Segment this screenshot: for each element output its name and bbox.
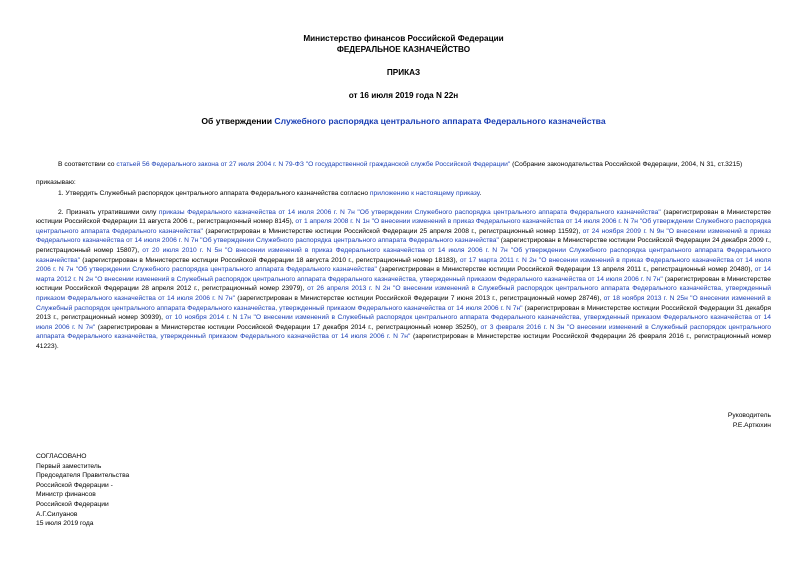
amendment-link[interactable]: от 1 апреля 2008 г. N 1н "О внесении изменений в приказ Федерального казначейства от 14 июля 2006 г. N 7н "Об утверждении Служебного распорядка центрального аппарата Федерального казначейства" (36, 218, 772, 235)
amendment-link[interactable]: от 20 июля 2010 г. N 5н "О внесении изменений в приказ Федерального казначейства от 14 июля 2006 г. N 7н "Об утверждении Служебного распорядка центрального аппарата Федерального казначейства" (36, 246, 771, 264)
item-1-text: 1. Утвердить Служебный распорядок центрального аппарата Федерального казначейства согласно (58, 189, 370, 197)
signature-block (728, 411, 771, 430)
agreed-line: Российской Федерации - (36, 481, 113, 489)
item-1-text: . (479, 189, 482, 197)
item-2-text: (зарегистрирован в Министерстве юстиции Российской Федерации 17 декабря 2014 г., регистрационный номер 35250), (95, 323, 481, 331)
agreed-line: Российской Федерации (36, 500, 109, 508)
subject-prefix: Об утверждении (201, 116, 275, 127)
preamble-text: В соответствии со (58, 160, 117, 168)
ministry-name: Министерство финансов Российской Федерации (303, 34, 504, 43)
agreed-line: Министр финансов (36, 491, 96, 499)
agreed-line: А.Г.Силуанов (36, 510, 78, 518)
amendment-link[interactable]: от 26 апреля 2013 г. N 2н "О внесении изменений в Служебный распорядок центрального аппарата Федерального казначейства, утвержденный приказом Федерального казначейства от 14 июля 2006 г. N 7н" (36, 285, 771, 302)
item-2-text: (зарегистрирован в Министерстве юстиции Российской Федерации 24 декабря 2009 г., регистрационный номер 15807), (36, 237, 772, 254)
item-1-paragraph (36, 189, 771, 199)
signatory-name: Р.Е.Артюхин (732, 421, 771, 429)
agreed-line: Председателя Правительства (36, 472, 130, 480)
repealed-orders-link[interactable]: приказы Федерального казначейства от 14 июля 2006 г. N 7н "Об утверждении Служебного распорядка центрального аппарата Федерального казначейства" (158, 208, 661, 216)
amendment-link[interactable]: от 24 ноября 2009 г. N 9н "О внесении изменений в приказ Федерального казначейства от 14 июля 2006 г. N 7н "Об утверждении Служебного распорядка центрального аппарата Федерального казначейства" (36, 227, 771, 245)
law-link[interactable]: статьей 56 Федерального закона от 27 июля 2004 г. N 79-ФЗ "О государственной гражданской службе Российской Федерации" (116, 160, 511, 168)
item-2-text: (зарегистрирован в Министерстве юстиции Российской Федерации 13 апреля 2011 г., регистрационный номер 20480), (376, 266, 755, 274)
item-2-paragraph (36, 208, 771, 352)
agency-name: ФЕДЕРАЛЬНОЕ КАЗНАЧЕЙСТВО (336, 44, 471, 54)
order-title: ПРИКАЗ (386, 68, 421, 77)
item-2-text: (зарегистрирован в Министерстве юстиции Российской Федерации 18 августа 2010 г., регистрационный номер 18183), (79, 256, 460, 264)
agreed-block (36, 452, 129, 529)
signatory-position: Руководитель (727, 412, 771, 419)
agreed-title: СОГЛАСОВАНО (36, 453, 87, 460)
order-subject (36, 117, 771, 127)
appendix-link[interactable]: приложению к настоящему приказу (369, 189, 480, 197)
item-2-text: (зарегистрирован в Министерстве юстиции Российской Федерации 26 февраля 2016 г., регистрационный номер 41223). (36, 333, 772, 350)
item-2-text: (зарегистрирован в Министерстве юстиции Российской Федерации 28 апреля 2012 г., регистрационный номер 23979), (36, 275, 771, 293)
order-date: от 16 июля 2019 года N 22н (348, 90, 459, 100)
item-2-text: 2. Признать утратившими силу (58, 208, 159, 216)
orders-word: приказываю: (36, 179, 76, 187)
item-2-text: (зарегистрирован в Министерстве юстиции Российской Федерации 11 августа 2006 г., регистрационный номер 8145), (36, 208, 771, 226)
amendment-link[interactable]: от 10 ноября 2014 г. N 17н "О внесении изменений в Служебный распорядок центрального аппарата Федерального казначейства, утвержденный приказом Федерального казначейства от 14 июля 2006 г. N 7н" (36, 314, 771, 331)
agreed-line: 15 июля 2019 года (36, 520, 94, 528)
item-2-text: (зарегистрирован в Министерстве юстиции Российской Федерации 25 апреля 2008 г., регистрационный номер 11592), (202, 227, 583, 235)
preamble-text: (Собрание законодательства Российской Федерации, 2004, N 31, ст.3215) (510, 160, 743, 168)
subject-link[interactable]: Служебного распорядка центрального аппарата Федерального казначейства (274, 116, 606, 127)
item-2-text: (зарегистрирован в Министерстве юстиции Российской Федерации 7 июня 2013 г., регистрационный номер 28746), (234, 294, 604, 302)
amendment-link[interactable]: от 17 марта 2011 г. N 2н "О внесении изменений в приказ Федерального казначейства от 14 июля 2006 г. N 7н "Об утверждении Служебного распорядка центрального аппарата Федерального казначейства" (36, 256, 771, 274)
document-header (36, 34, 771, 55)
preamble-paragraph (36, 160, 771, 170)
amendment-link[interactable]: от 14 марта 2012 г. N 2н "О внесении изменений в Служебный распорядок центрального аппарата Федерального казначейства, утвержденный приказом Федерального казначейства от 14 июля 2006 г. N 7н" (36, 266, 771, 283)
agreed-line: Первый заместитель (36, 462, 102, 470)
item-2-text: (зарегистрирован в Министерстве юстиции Российской Федерации 31 декабря 2013 г., регистрационный номер 30939), (36, 304, 771, 322)
amendment-link[interactable]: от 3 февраля 2016 г. N 3н "О внесении изменений в Служебный распорядок центрального аппарата Федерального казначейства, утвержденный приказом Федерального казначейства от 14 июля 2006 г. N 7н" (36, 323, 771, 341)
amendment-link[interactable]: от 18 ноября 2013 г. N 25н "О внесении изменений в Служебный распорядок центрального аппарата Федерального казначейства, утвержденный приказом Федерального казначейства от 14 июля 2006 г. N 7н" (36, 294, 771, 312)
